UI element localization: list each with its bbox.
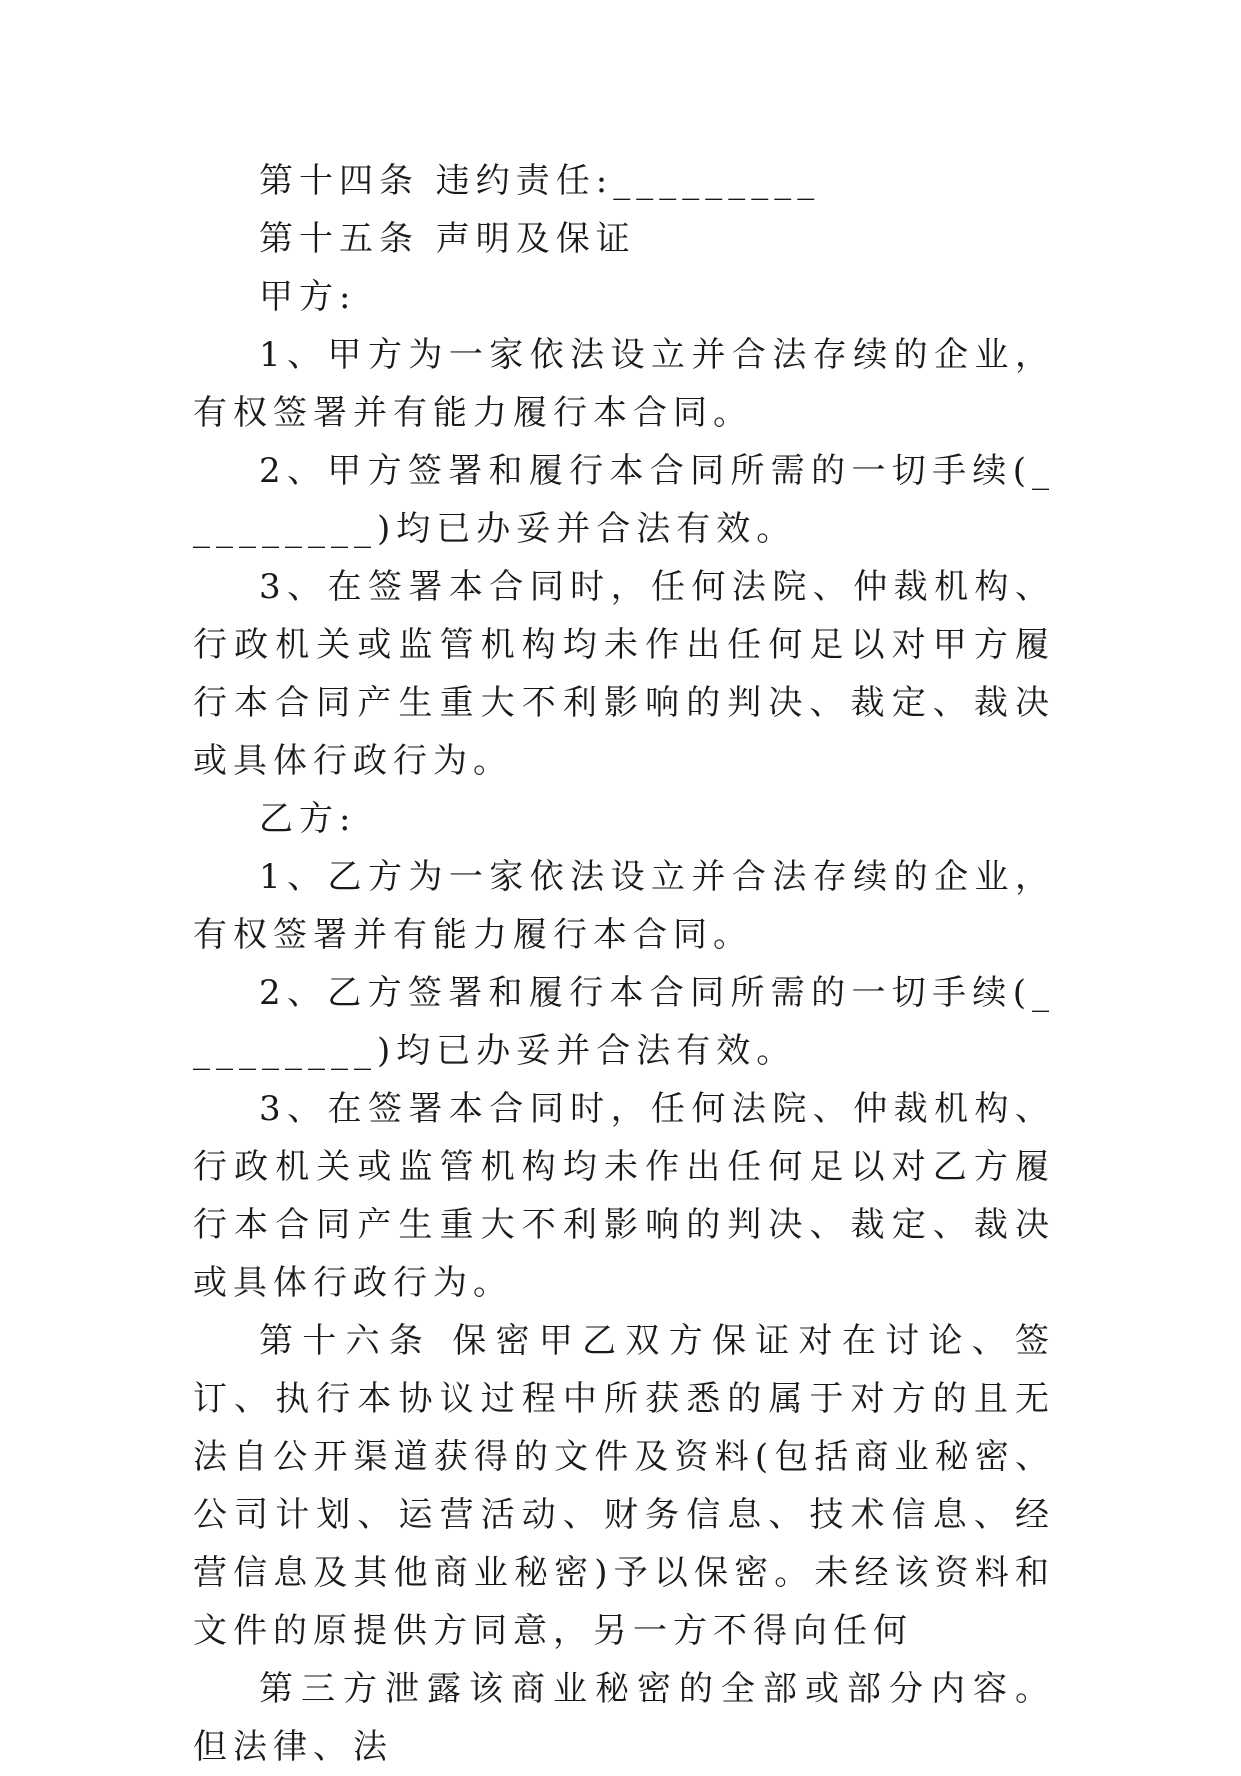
clause-15-heading: 第十五条 声明及保证 [259,219,636,259]
clause-16-continued: 第三方泄露该商业秘密的全部或部分内容。但法律、法 [193,1669,1055,1767]
party-b-item-3: 3、在签署本合同时，任何法院、仲裁机构、行政机关或监管机构均未作出任何足以对乙方履行本合同产生重大不利影响的判决、裁定、裁决或具体行政行为。 [193,1089,1055,1303]
clause-16-confidentiality: 第十六条 保密甲乙双方保证对在讨论、签订、执行本协议过程中所获悉的属于对方的且无法自公开渠道获得的文件及资料(包括商业秘密、公司计划、运营活动、财务信息、技术信息、经营信息及其他商业秘密)予以保密。未经该资料和文件的原提供方同意，另一方不得向任何 [193,1321,1055,1651]
party-a-item-1: 1、甲方为一家依法设立并合法存续的企业，有权签署并有能力履行本合同。 [193,335,1055,433]
party-b-item-1: 1、乙方为一家依法设立并合法存续的企业，有权签署并有能力履行本合同。 [193,857,1055,955]
party-a-item-2: 2、甲方签署和履行本合同所需的一切手续(_________)均已办妥并合法有效。 [193,451,1055,549]
party-b-item-2: 2、乙方签署和履行本合同所需的一切手续(_________)均已办妥并合法有效。 [193,973,1055,1071]
clause-14-breach-liability: 第十四条 违约责任:_________ [259,161,821,201]
party-b-heading: 乙方: [259,799,357,839]
document-body [193,152,1055,1776]
party-a-heading: 甲方: [259,277,357,317]
party-a-item-3: 3、在签署本合同时，任何法院、仲裁机构、行政机关或监管机构均未作出任何足以对甲方履行本合同产生重大不利影响的判决、裁定、裁决或具体行政行为。 [193,567,1055,781]
